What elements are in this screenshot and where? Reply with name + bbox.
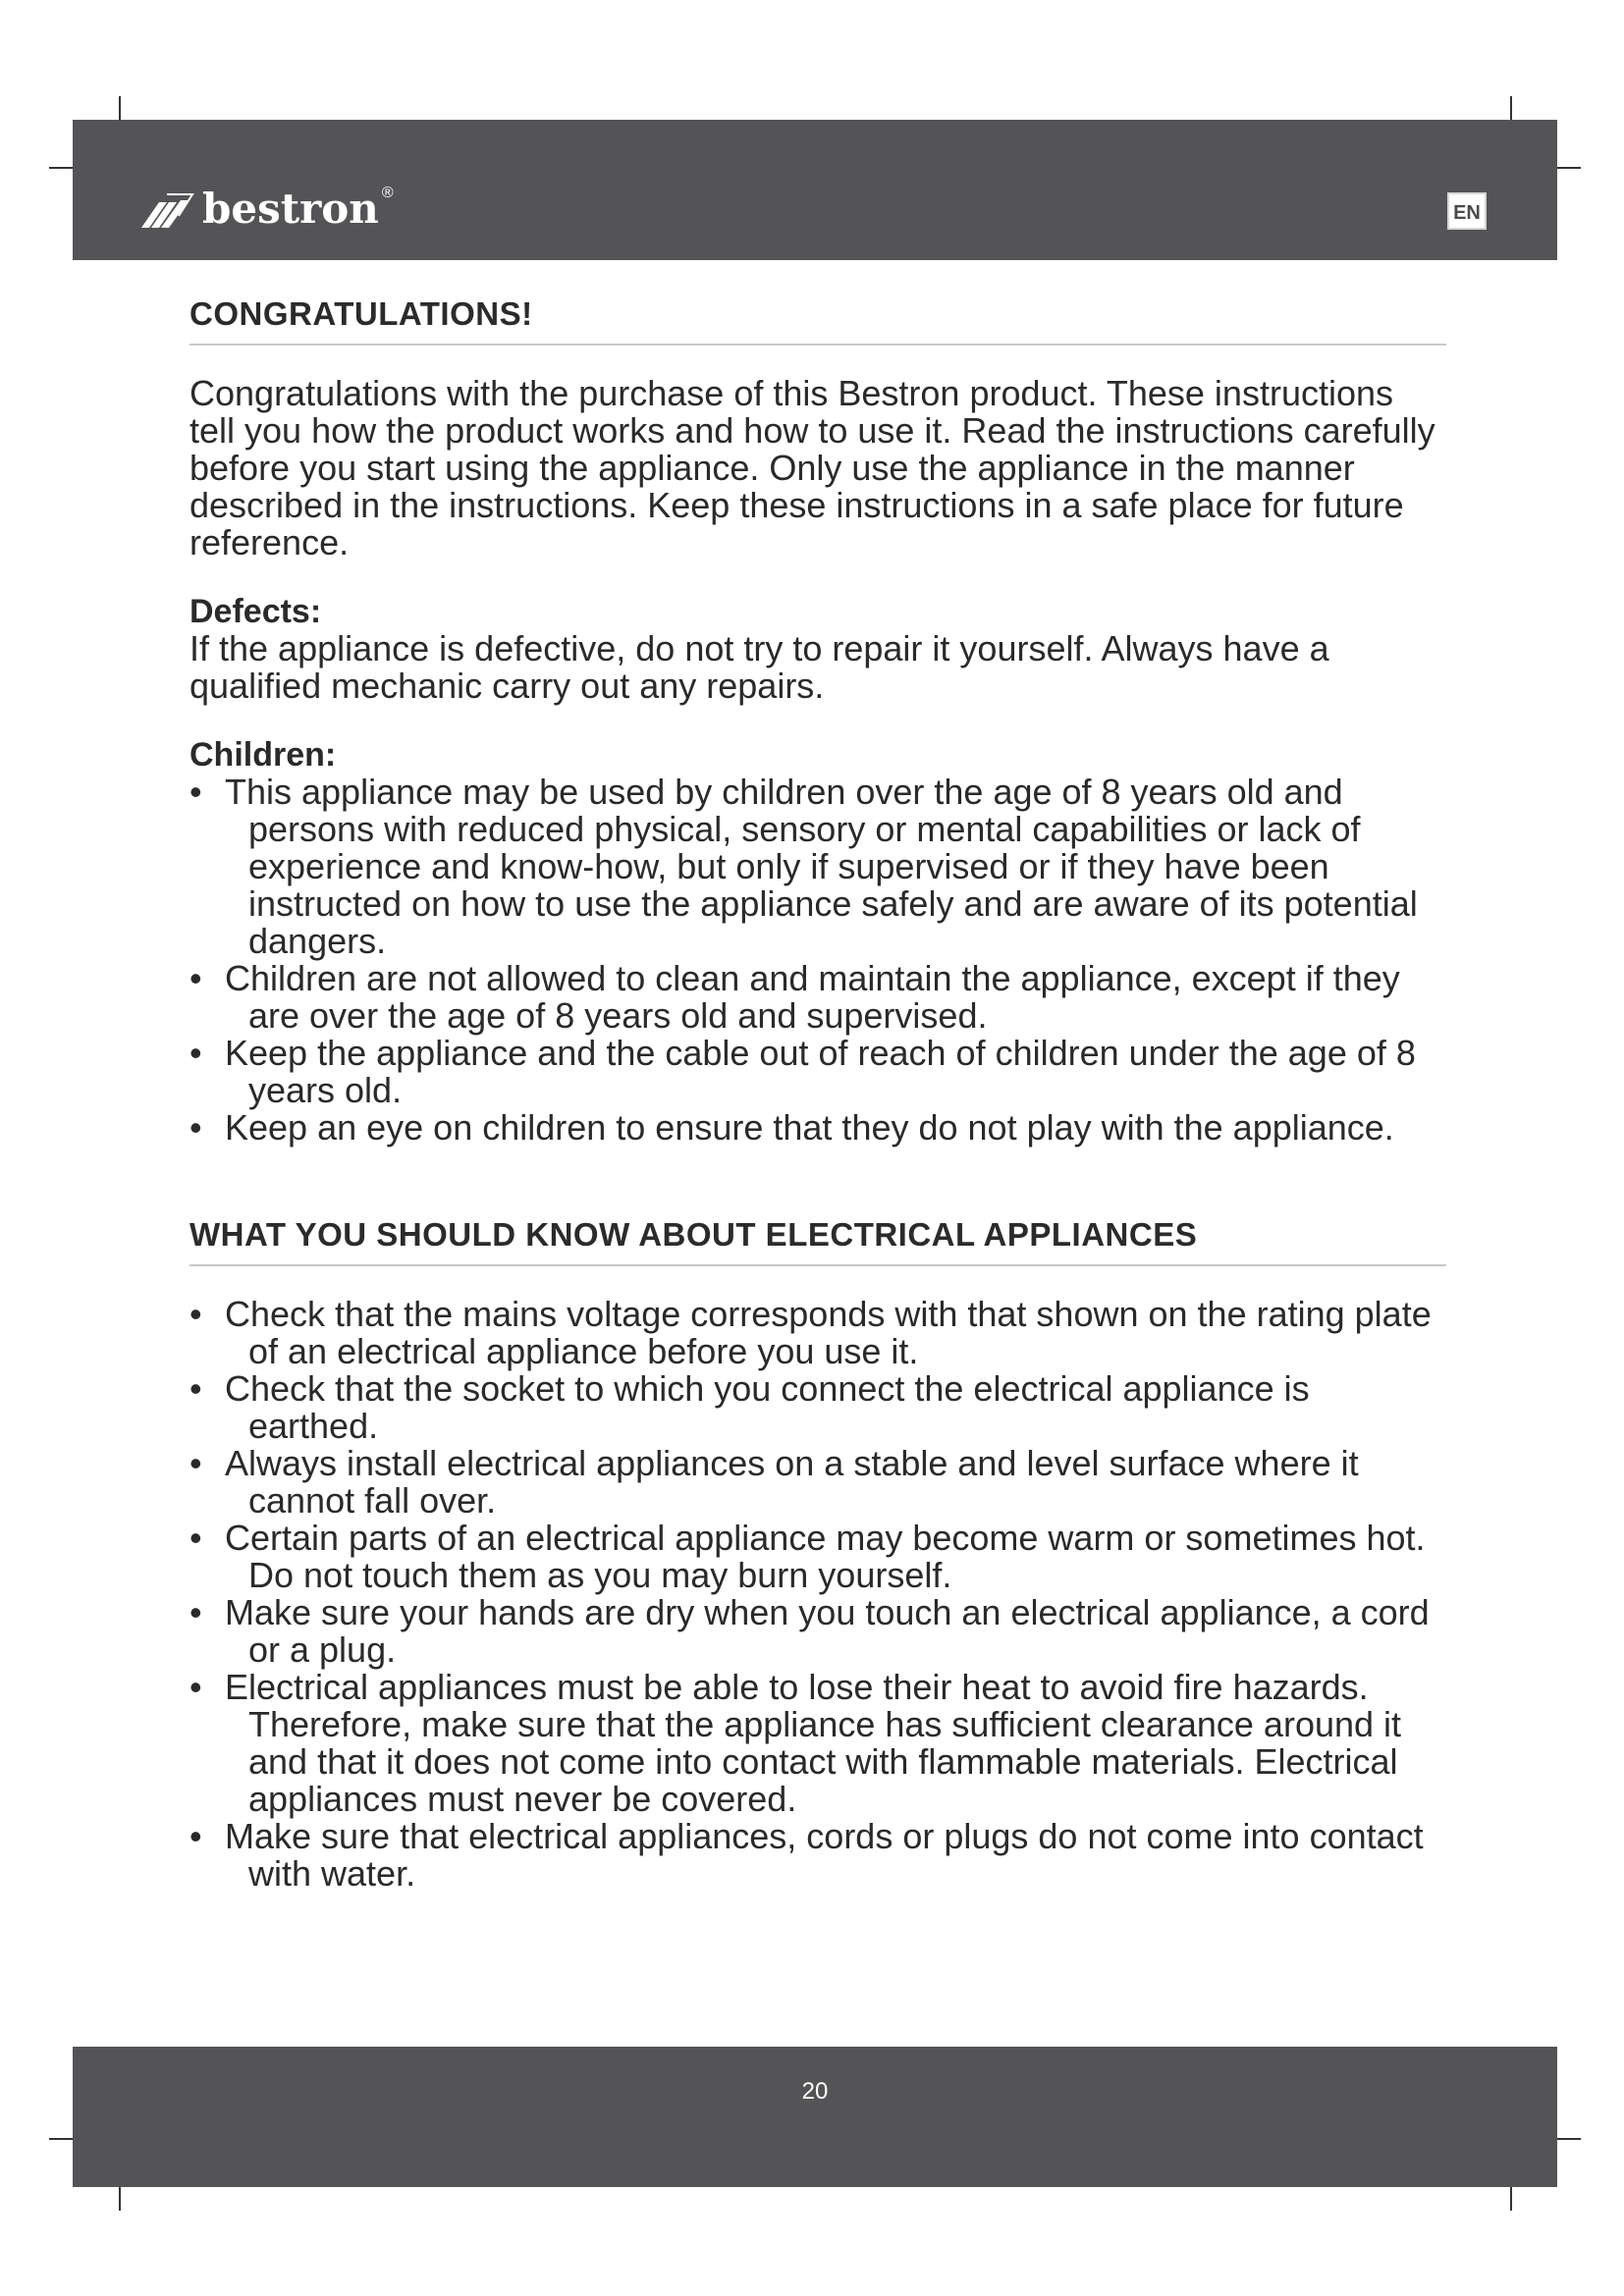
list-item bbox=[189, 1818, 1446, 1893]
list-item bbox=[189, 774, 1446, 960]
list-item-text: Certain parts of an electrical appliance may become warm or sometimes hot. Do not touch them as you may burn yourself. bbox=[225, 1518, 1426, 1595]
list-item bbox=[189, 1296, 1446, 1370]
list-item bbox=[189, 1370, 1446, 1445]
registered-mark: ® bbox=[381, 185, 394, 201]
list-item-text: This appliance may be used by children over the age of 8 years old and persons with reduced physical, sensory or mental capabilities or lack of experience and know-how, but only if supervised or if they have been instructed on how to use the appliance safely and are aware of its potential dangers. bbox=[225, 772, 1418, 961]
bullet-icon: • bbox=[189, 958, 202, 998]
list-item-text: Check that the socket to which you connect the electrical appliance is earthed. bbox=[225, 1368, 1310, 1446]
defects-text: If the appliance is defective, do not try to repair it yourself. Always have a qualified mechanic carry out any repairs. bbox=[189, 628, 1329, 706]
bullet-icon: • bbox=[189, 1667, 202, 1707]
footer-bar bbox=[73, 2047, 1557, 2187]
list-item-text: Make sure your hands are dry when you touch an electrical appliance, a cord or a plug. bbox=[225, 1592, 1430, 1670]
chevrons-logo-icon bbox=[139, 190, 194, 230]
bullet-icon: • bbox=[189, 1294, 202, 1334]
bullet-icon: • bbox=[189, 1518, 202, 1558]
list-item-text: Electrical appliances must be able to lose their heat to avoid fire hazards. Therefore, make sure that the appliance has sufficient clearance around it and that it does not come into contact with flammable materials. Electrical appliances must never be covered. bbox=[225, 1667, 1402, 1819]
children-heading: Children: bbox=[189, 736, 337, 774]
language-badge: EN bbox=[1447, 192, 1487, 230]
children-list bbox=[189, 774, 1446, 1147]
bullet-icon: • bbox=[189, 1816, 202, 1856]
list-item bbox=[189, 1669, 1446, 1818]
list-item-text: Check that the mains voltage corresponds with that shown on the rating plate of an electrical appliance before you use it. bbox=[225, 1294, 1432, 1371]
list-item bbox=[189, 1109, 1446, 1147]
list-item bbox=[189, 960, 1446, 1035]
bullet-icon: • bbox=[189, 1592, 202, 1632]
section-title-electrical: WHAT YOU SHOULD KNOW ABOUT ELECTRICAL APPLIANCES bbox=[189, 1215, 1446, 1266]
bullet-icon: • bbox=[189, 772, 202, 812]
list-item bbox=[189, 1520, 1446, 1594]
page-content bbox=[189, 294, 1446, 1893]
list-item bbox=[189, 1035, 1446, 1109]
list-item bbox=[189, 1445, 1446, 1520]
bullet-icon: • bbox=[189, 1443, 202, 1483]
list-item-text: Children are not allowed to clean and maintain the appliance, except if they are over the age of 8 years old and supervised. bbox=[225, 958, 1400, 1036]
list-item-text: Keep an eye on children to ensure that they do not play with the appliance. bbox=[225, 1107, 1394, 1148]
intro-paragraph: Congratulations with the purchase of this Bestron product. These instructions tell you how the product works and how to use it. Read the instructions carefully before you start using the appliance. Only use the appliance in the manner described in the instructions. Keep these instructions in a safe place for future reference. bbox=[189, 373, 1435, 562]
bullet-icon: • bbox=[189, 1368, 202, 1409]
defects-heading: Defects: bbox=[189, 593, 322, 630]
list-item bbox=[189, 1594, 1446, 1669]
electrical-list bbox=[189, 1296, 1446, 1893]
header-bar bbox=[73, 120, 1557, 260]
bullet-icon: • bbox=[189, 1107, 202, 1148]
section-title-congratulations: CONGRATULATIONS! bbox=[189, 294, 1446, 346]
list-item-text: Make sure that electrical appliances, cords or plugs do not come into contact with water. bbox=[225, 1816, 1424, 1894]
list-item-text: Always install electrical appliances on a stable and level surface where it cannot fall over. bbox=[225, 1443, 1359, 1521]
brand-name: bestron bbox=[202, 185, 379, 233]
page-number: 20 bbox=[801, 2078, 829, 2105]
bullet-icon: • bbox=[189, 1033, 202, 1073]
brand-logo bbox=[139, 185, 394, 233]
list-item-text: Keep the appliance and the cable out of reach of children under the age of 8 years old. bbox=[225, 1033, 1416, 1110]
